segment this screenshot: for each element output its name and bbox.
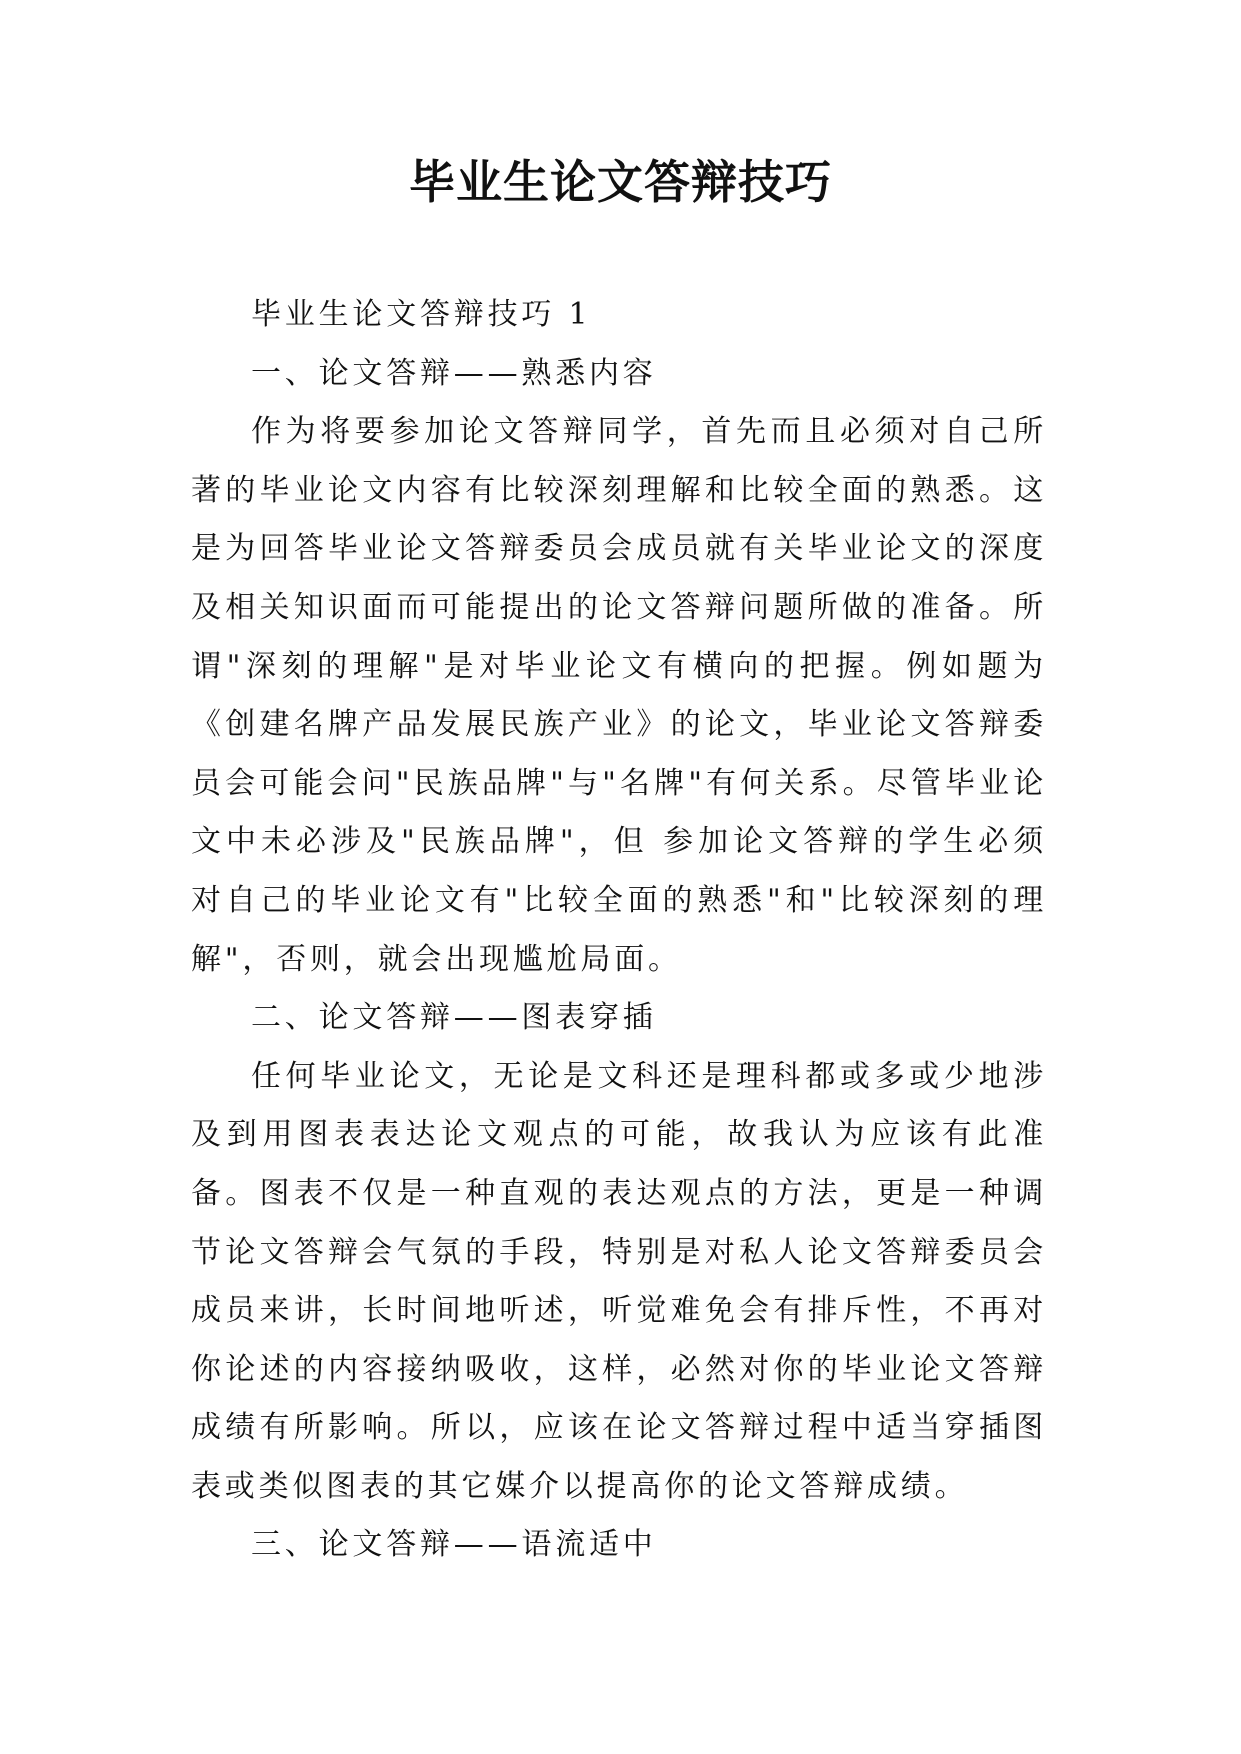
subheading-speech-pace: 三、论文答辩——语流适中 [251,1527,657,1563]
document-body [191,286,1047,1575]
section-title: 毕业生论文答辩技巧 1 [251,297,592,332]
document-title: 毕业生论文答辩技巧 [409,155,832,209]
paragraph-familiar-content: 作为将要参加论文答辩同学，首先而且必须对自己所著的毕业论文内容有比较深刻理解和比较全面的熟悉。这是为回答毕业论文答辩委员会成员就有关毕业论文的深度及相关知识面而可能提出的论文答辩问题所做的准备。所谓"深刻的理解"是对毕业论文有横向的把握。例如题为《创建名牌产品发展民族产业》的论文，毕业论文答辩委员会可能会问"民族品牌"与"名牌"有何关系。尽管毕业论文中未必涉及"民族品牌"，但 参加论文答辩的学生必须对自己的毕业论文有"比较全面的熟悉"和"比较深刻的理解"，否则，就会出现尴尬局面。 [191,414,1047,977]
subheading-familiar-content: 一、论文答辩——熟悉内容 [251,355,657,391]
paragraph-charts: 任何毕业论文，无论是文科还是理科都或多或少地涉及到用图表表达论文观点的可能，故我认为应该有此准备。图表不仅是一种直观的表达观点的方法，更是一种调节论文答辩会气氛的手段，特别是对私人论文答辩委员会成员来讲，长时间地听述，听觉难免会有排斥性，不再对你论述的内容接纳吸收，这样，必然对你的毕业论文答辩成绩有所影响。所以，应该在论文答辩过程中适当穿插图表或类似图表的其它媒介以提高你的论文答辩成绩。 [191,1058,1047,1504]
subheading-charts: 二、论文答辩——图表穿插 [251,1000,657,1036]
